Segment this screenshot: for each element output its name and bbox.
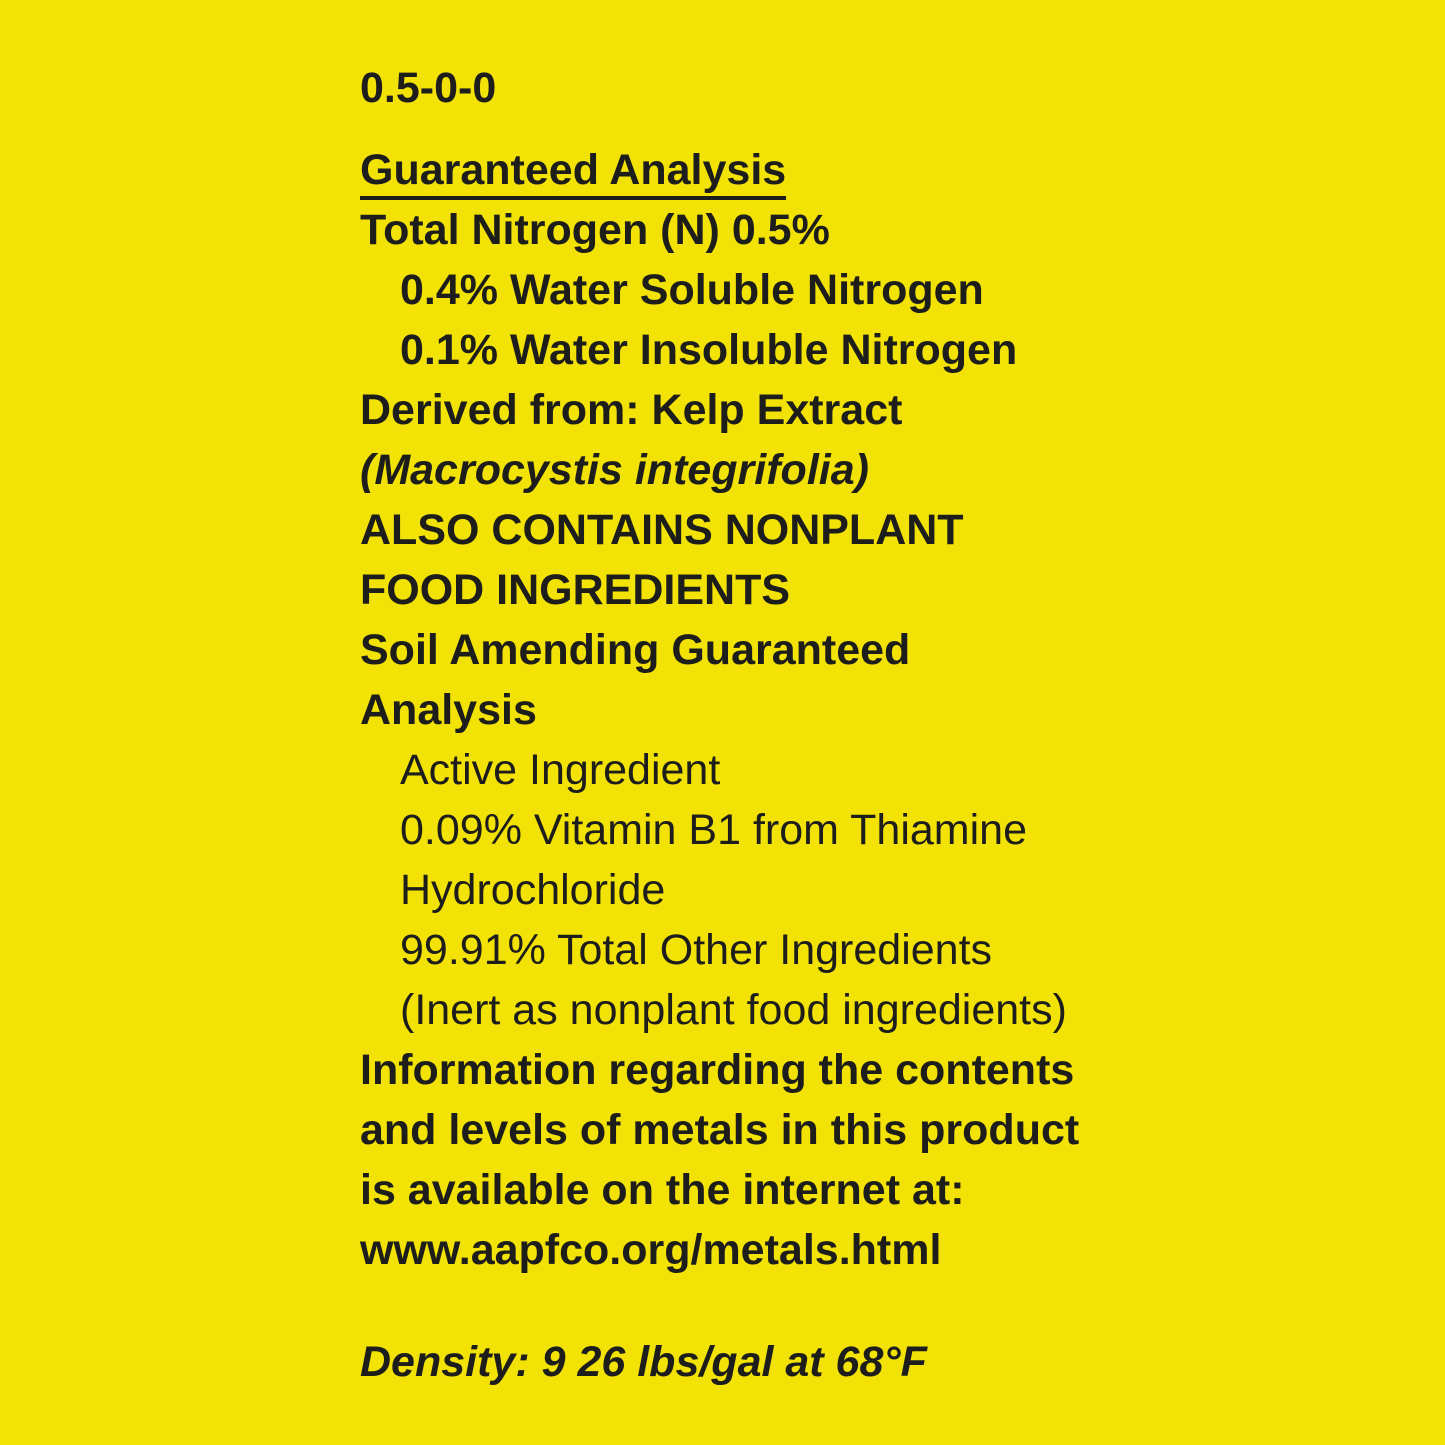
nonplant-statement-line2: FOOD INGREDIENTS bbox=[360, 566, 791, 614]
other-ingredients-line: 99.91% Total Other Ingredients bbox=[400, 926, 993, 974]
soil-amending-heading-line2: Analysis bbox=[360, 686, 537, 734]
density-line: Density: 9 26 lbs/gal at 68°F bbox=[360, 1338, 927, 1386]
nonplant-statement-line1: ALSO CONTAINS NONPLANT bbox=[360, 506, 964, 554]
guaranteed-analysis-heading-line bbox=[360, 140, 1405, 200]
water-soluble-nitrogen-line: 0.4% Water Soluble Nitrogen bbox=[400, 266, 984, 314]
metals-info-line2: and levels of metals in this product bbox=[360, 1106, 1080, 1154]
metals-info-line3: is available on the internet at: bbox=[360, 1166, 965, 1214]
metals-info-line1: Information regarding the contents bbox=[360, 1046, 1075, 1094]
derived-from-line: Derived from: Kelp Extract bbox=[360, 386, 903, 434]
npk-grade: 0.5-0-0 bbox=[360, 64, 497, 112]
metals-info-url: www.aapfco.org/metals.html bbox=[360, 1226, 942, 1274]
species-name-line: (Macrocystis integrifolia) bbox=[360, 446, 869, 494]
vitamin-b1-line1: 0.09% Vitamin B1 from Thiamine bbox=[400, 806, 1027, 854]
water-insoluble-nitrogen-line: 0.1% Water Insoluble Nitrogen bbox=[400, 326, 1018, 374]
inert-note-line: (Inert as nonplant food ingredients) bbox=[400, 986, 1067, 1034]
soil-amending-heading-line1: Soil Amending Guaranteed bbox=[360, 626, 911, 674]
total-nitrogen-line: Total Nitrogen (N) 0.5% bbox=[360, 206, 830, 254]
vitamin-b1-line2: Hydrochloride bbox=[400, 866, 666, 914]
active-ingredient-label: Active Ingredient bbox=[400, 746, 721, 794]
guaranteed-analysis-heading: Guaranteed Analysis bbox=[360, 146, 786, 200]
